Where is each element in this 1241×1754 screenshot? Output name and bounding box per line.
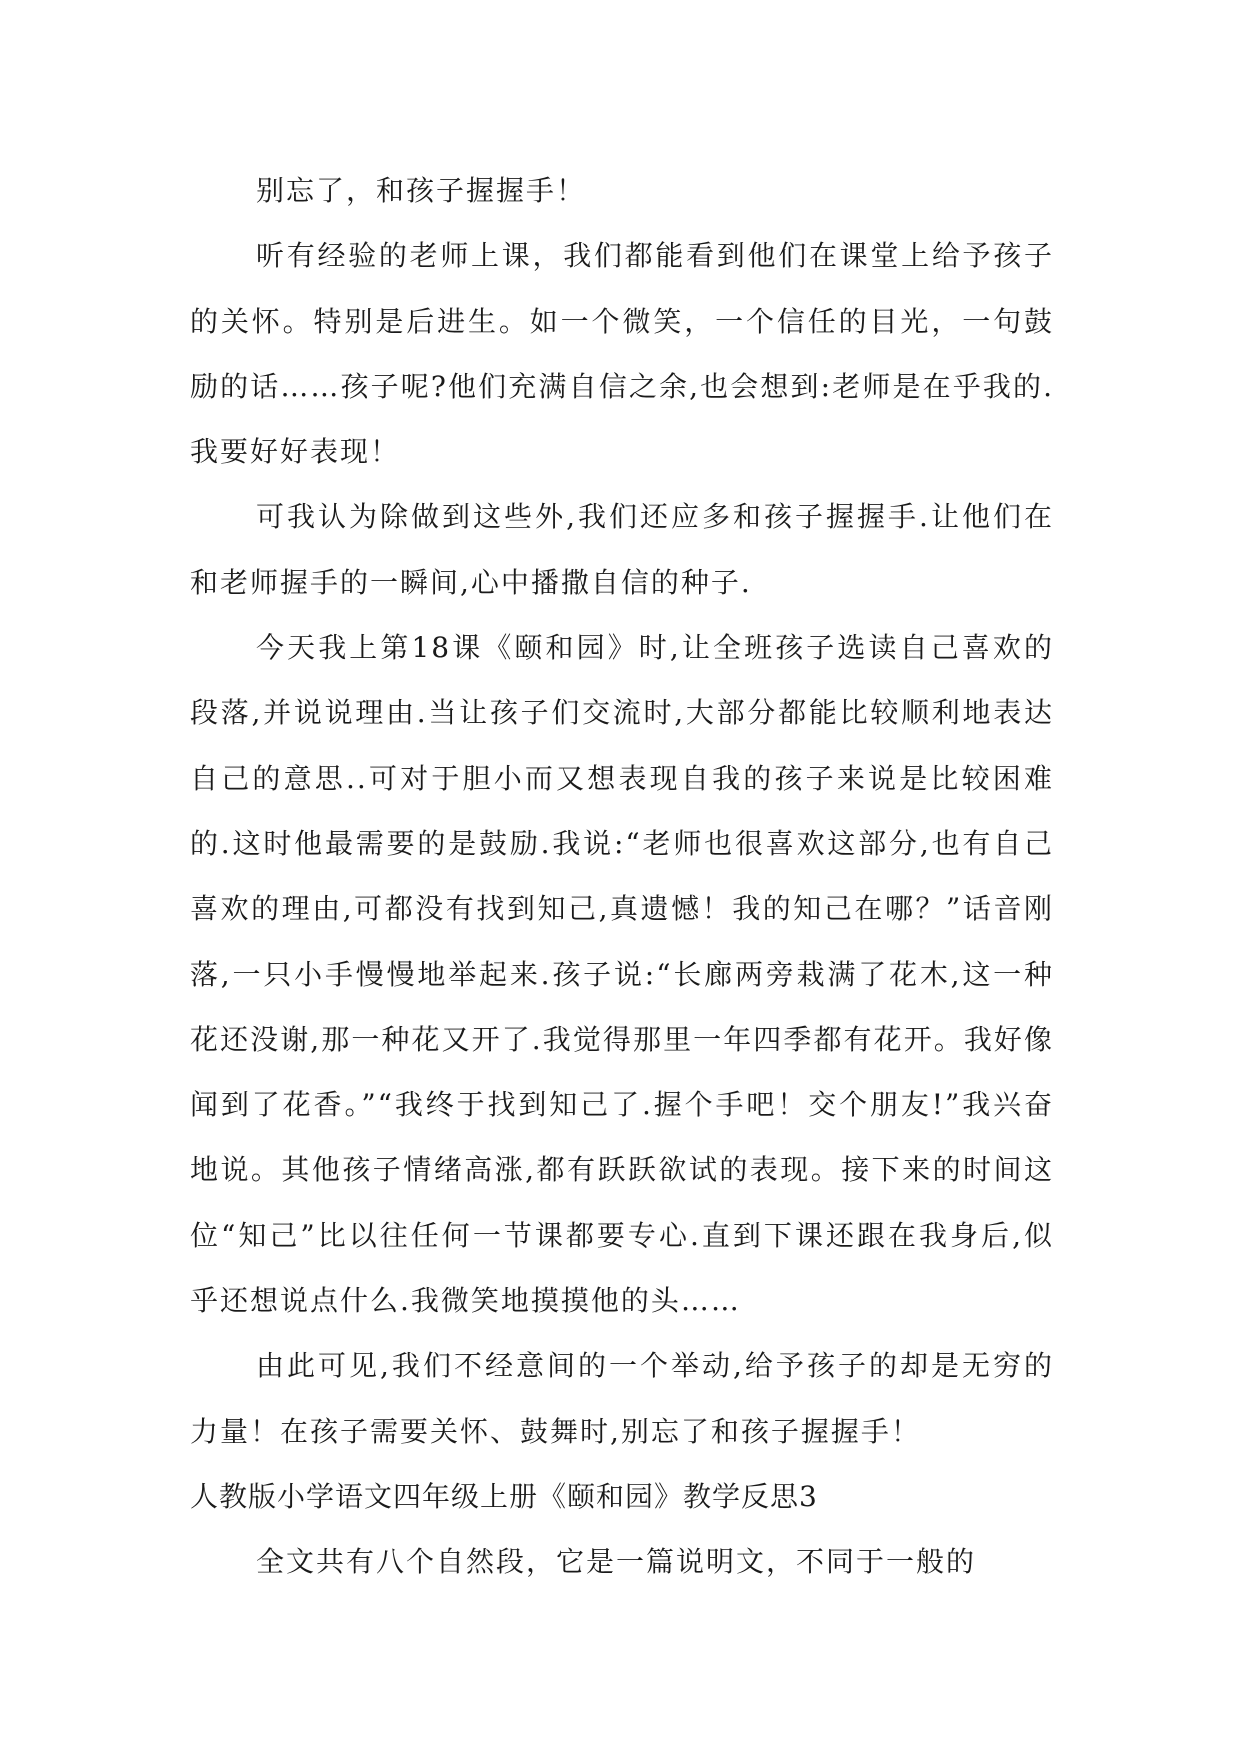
paragraph-1: 别忘了，和孩子握握手！	[256, 174, 587, 207]
paragraph-2: 听有经验的老师上课，我们都能看到他们在课堂上给予孩子的关怀。特别是后进生。如一个微笑，一个信任的目光，一句鼓励的话……孩子呢?他们充满自信之余,也会想到:老师是在乎我的.我要好好表现！	[190, 239, 1054, 469]
section-title: 人教版小学语文四年级上册《颐和园》教学反思3	[190, 1479, 818, 1513]
paragraph-5: 由此可见,我们不经意间的一个举动,给予孩子的却是无穷的力量！在孩子需要关怀、鼓舞时,别忘了和孩子握握手！	[190, 1349, 1054, 1448]
paragraph-4: 今天我上第18课《颐和园》时,让全班孩子选读自己喜欢的段落,并说说理由.当让孩子们交流时,大部分都能比较顺利地表达自己的意思..可对于胆小而又想表现自我的孩子来说是比较困难的.这时他最需要的是鼓励.我说:“老师也很喜欢这部分,也有自己喜欢的理由,可都没有找到知己,真遗憾！我的知己在哪？”话音刚落,一只小手慢慢地举起来.孩子说:“长廊两旁栽满了花木,这一种花还没谢,那一种花又开了.我觉得那里一年四季都有花开。我好像闻到了花香。”“我终于找到知己了.握个手吧！交个朋友!”我兴奋地说。其他孩子情绪高涨,都有跃跃欲试的表现。接下来的时间这位“知己”比以往任何一节课都要专心.直到下课还跟在我身后,似乎还想说点什么.我微笑地摸摸他的头……	[190, 631, 1054, 1318]
document-body	[190, 158, 1054, 1595]
paragraph-3: 可我认为除做到这些外,我们还应多和孩子握握手.让他们在和老师握手的一瞬间,心中播撒自信的种子.	[190, 500, 1054, 599]
paragraph-6: 全文共有八个自然段，它是一篇说明文，不同于一般的	[256, 1545, 977, 1579]
